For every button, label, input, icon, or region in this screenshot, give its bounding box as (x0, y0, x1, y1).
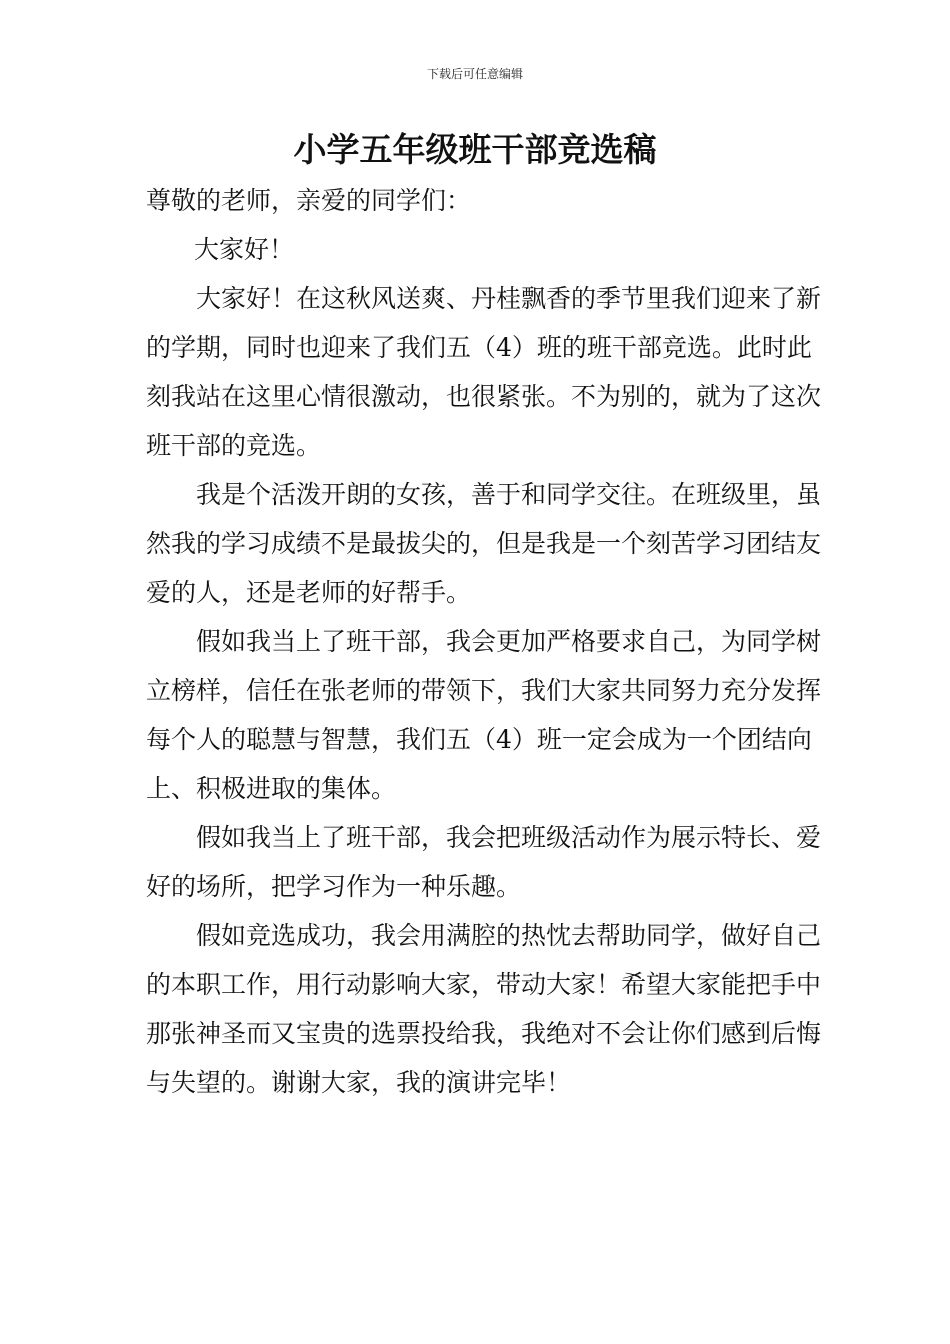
paragraph: 大家好！在这秋风送爽、丹桂飘香的季节里我们迎来了新的学期，同时也迎来了我们五（4）班的班干部竞选。此时此刻我站在这里心情很激动，也很紧张。不为别的，就为了这次班干部的竞选。 (146, 284, 822, 460)
paragraph: 假如我当上了班干部，我会更加严格要求自己，为同学树立榜样，信任在张老师的带领下，我们大家共同努力充分发挥每个人的聪慧与智慧，我们五（4）班一定会成为一个团结向上、积极进取的集体。 (146, 627, 822, 803)
paragraph: 假如竞选成功，我会用满腔的热忱去帮助同学，做好自己的本职工作，用行动影响大家，带动大家！希望大家能把手中那张神圣而又宝贵的选票投给我，我绝对不会让你们感到后悔与失望的。谢谢大家，我的演讲完毕！ (146, 921, 822, 1097)
document-body (146, 176, 826, 1107)
header-note: 下载后可任意编辑 (426, 67, 523, 81)
salutation: 尊敬的老师，亲爱的同学们： (146, 186, 472, 215)
paragraph: 我是个活泼开朗的女孩，善于和同学交往。在班级里，虽然我的学习成绩不是最拔尖的，但是我是一个刻苦学习团结友爱的人，还是老师的好帮手。 (146, 480, 822, 607)
document-title: 小学五年级班干部竞选稿 (293, 130, 657, 169)
greeting: 大家好！ (194, 235, 295, 264)
paragraph: 假如我当上了班干部，我会把班级活动作为展示特长、爱好的场所，把学习作为一种乐趣。 (146, 823, 822, 901)
